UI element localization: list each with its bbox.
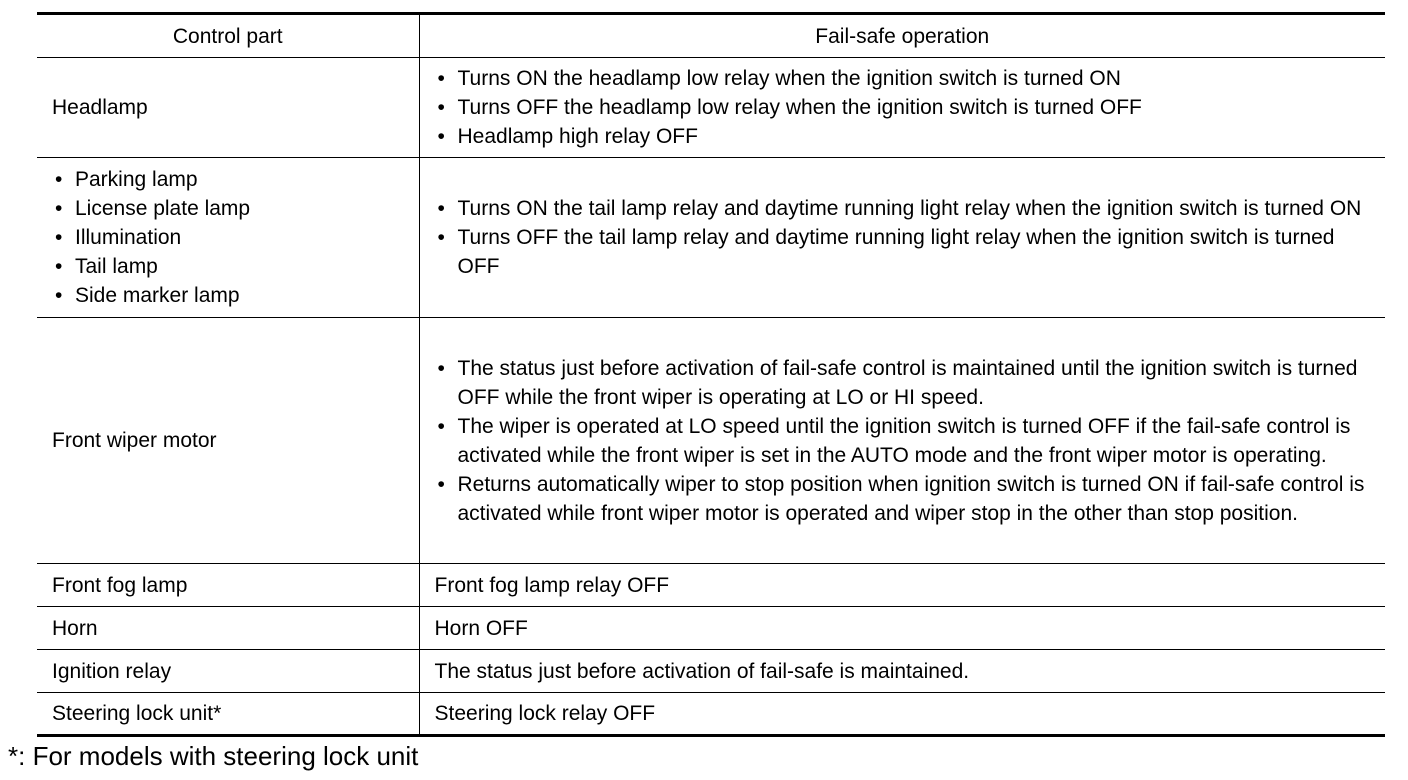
operation-cell <box>419 693 1385 736</box>
operation-list <box>435 354 1378 528</box>
table-row <box>37 158 1385 318</box>
table-row <box>37 607 1385 650</box>
control-part-cell <box>37 650 419 693</box>
fail-safe-table <box>37 12 1385 737</box>
operation-list <box>435 194 1378 281</box>
list-item: • The status just before activation of fail-safe control is maintained until the ignition switch is turned OFF while the front wiper is operating at LO or HI speed. <box>435 354 1378 412</box>
control-part-cell <box>37 564 419 607</box>
control-part-label: Steering lock unit* <box>52 702 222 725</box>
control-part-label: Headlamp <box>52 96 148 119</box>
operation-text: Front fog lamp relay OFF <box>434 573 670 597</box>
list-item: • Tail lamp <box>52 252 419 281</box>
control-part-label: Horn <box>52 616 98 640</box>
footnote: *: For models with steering lock unit <box>8 741 419 771</box>
list-item: • License plate lamp <box>52 194 419 223</box>
control-part-label: Front fog lamp <box>52 573 188 597</box>
list-item: • The wiper is operated at LO speed until the ignition switch is turned OFF if the fail-safe control is activated while the front wiper is set in the AUTO mode and the front wiper motor is operating. <box>435 412 1378 470</box>
operation-cell <box>419 58 1385 158</box>
table-row <box>37 650 1385 693</box>
table-row <box>37 564 1385 607</box>
column-header-control-part: Control part <box>37 14 419 58</box>
list-item: • Side marker lamp <box>52 281 419 310</box>
list-item: • Turns ON the tail lamp relay and daytime running light relay when the ignition switch is turned ON <box>435 194 1378 223</box>
table-row <box>37 318 1385 564</box>
table-row <box>37 58 1385 158</box>
operation-cell <box>419 650 1385 693</box>
control-part-cell <box>37 318 419 564</box>
control-part-cell <box>37 693 419 736</box>
control-part-label: Front wiper motor <box>52 429 217 452</box>
table-row <box>37 693 1385 736</box>
operation-cell <box>419 158 1385 318</box>
control-part-cell <box>37 58 419 158</box>
control-part-label: Ignition relay <box>52 659 172 683</box>
operation-list <box>435 64 1378 151</box>
control-part-cell <box>37 607 419 650</box>
operation-text: Horn OFF <box>434 616 528 640</box>
control-part-list <box>52 165 419 310</box>
operation-text: The status just before activation of fail-safe is maintained. <box>434 659 970 683</box>
list-item: • Illumination <box>52 223 419 252</box>
control-part-cell <box>37 158 419 318</box>
table-header-row <box>37 14 1385 58</box>
column-header-fail-safe-operation: Fail-safe operation <box>419 14 1385 58</box>
list-item: • Parking lamp <box>52 165 419 194</box>
operation-cell <box>419 564 1385 607</box>
list-item: • Headlamp high relay OFF <box>435 122 1378 151</box>
operation-cell <box>419 607 1385 650</box>
list-item: • Turns OFF the tail lamp relay and daytime running light relay when the ignition switch is turned OFF <box>435 223 1378 281</box>
operation-cell <box>419 318 1385 564</box>
list-item: • Returns automatically wiper to stop position when ignition switch is turned ON if fail-safe control is activated while front wiper motor is operated and wiper stop in the other than stop position. <box>435 470 1378 528</box>
list-item: • Turns ON the headlamp low relay when the ignition switch is turned ON <box>435 64 1378 93</box>
list-item: • Turns OFF the headlamp low relay when the ignition switch is turned OFF <box>435 93 1378 122</box>
operation-text: Steering lock relay OFF <box>434 702 656 725</box>
